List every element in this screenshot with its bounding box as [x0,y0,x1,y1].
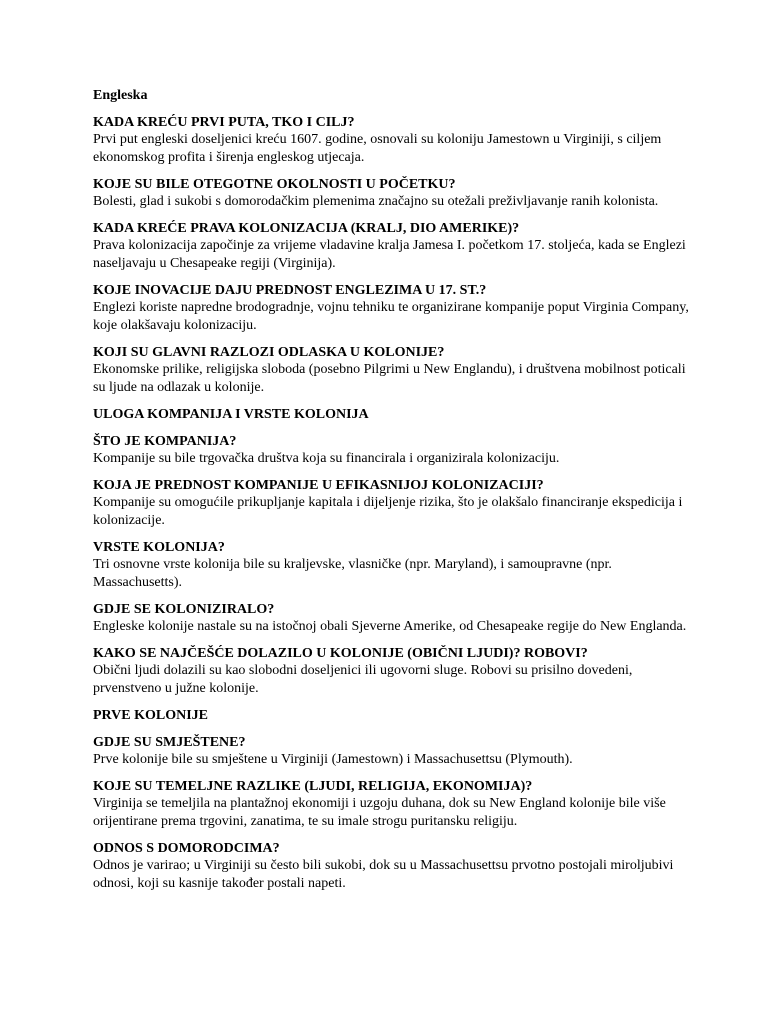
answer-text: Prve kolonije bile su smještene u Virginiji (Jamestown) i Massachusettsu (Plymouth). [93,752,573,767]
question-heading: KAKO SE NAJČEŠĆE DOLAZILO U KOLONIJE (OBIČNI LJUDI)? ROBOVI? [93,646,588,661]
qa-item [93,778,693,831]
question-heading: KOJE SU BILE OTEGOTNE OKOLNOSTI U POČETKU? [93,177,456,192]
question-heading: KADA KREĆE PRAVA KOLONIZACIJA (KRALJ, DIO AMERIKE)? [93,221,520,236]
document-page [93,87,693,902]
question-heading: ŠTO JE KOMPANIJA? [93,434,237,449]
qa-item [93,645,693,698]
answer-text: Kompanije su bile trgovačka društva koja su financirala i organizirala kolonizaciju. [93,451,560,466]
question-heading: KOJI SU GLAVNI RAZLOZI ODLASKA U KOLONIJE? [93,345,445,360]
answer-text: Prvi put engleski doseljenici kreću 1607. godine, osnovali su koloniju Jamestown u Virginiji, s ciljem ekonomskog profita i širenja engleskog utjecaja. [93,132,662,165]
section-intro [93,114,693,397]
section-heading: PRVE KOLONIJE [93,708,209,723]
answer-text: Engleske kolonije nastale su na istočnoj obali Sjeverne Amerike, od Chesapeake regije do New Englanda. [93,619,687,634]
question-heading: GDJE SE KOLONIZIRALO? [93,602,275,617]
qa-item [93,601,693,636]
answer-text: Kompanije su omogućile prikupljanje kapitala i dijeljenje rizika, što je olakšalo financiranje ekspedicija i kolonizacije. [93,495,683,528]
qa-item [93,344,693,397]
question-heading: KOJE INOVACIJE DAJU PREDNOST ENGLEZIMA U 17. ST.? [93,283,487,298]
answer-text: Tri osnovne vrste kolonija bile su kraljevske, vlasničke (npr. Maryland), i samoupravne (npr. Massachusetts). [93,557,612,590]
answer-text: Bolesti, glad i sukobi s domorodačkim plemenima značajno su otežali preživljavanje ranih kolonista. [93,194,659,209]
question-heading: GDJE SU SMJEŠTENE? [93,735,246,750]
answer-text: Englezi koriste napredne brodogradnje, vojnu tehniku te organizirane kompanije poput Virginia Company, koje olakšavaju kolonizaciju. [93,300,689,333]
section-first-colonies [93,707,693,893]
section-heading: ULOGA KOMPANIJA I VRSTE KOLONIJA [93,407,369,422]
question-heading: VRSTE KOLONIJA? [93,540,225,555]
qa-item [93,114,693,167]
qa-item [93,539,693,592]
qa-item [93,477,693,530]
answer-text: Odnos je varirao; u Virginiji su često bili sukobi, dok su u Massachusettsu prvotno postojali miroljubivi odnosi, koji su kasnije također postali napeti. [93,858,674,891]
answer-text: Virginija se temeljila na plantažnoj ekonomiji i uzgoju duhana, dok su New England kolonije bile više orijentirane prema trgovini, zanatima, te su imale strogu puritansku religiju. [93,796,666,829]
qa-item [93,220,693,273]
qa-item [93,840,693,893]
qa-item [93,176,693,211]
answer-text: Ekonomske prilike, religijska sloboda (posebno Pilgrimi u New Englandu), i društvena mobilnost poticali su ljude na odlazak u kolonije. [93,362,686,395]
answer-text: Prava kolonizacija započinje za vrijeme vladavine kralja Jamesa I. početkom 17. stoljeća, kada se Englezi naseljavaju u Chesapeake regiji (Virginija). [93,238,686,271]
question-heading: KADA KREĆU PRVI PUTA, TKO I CILJ? [93,115,355,130]
question-heading: KOJE SU TEMELJNE RAZLIKE (LJUDI, RELIGIJA, EKONOMIJA)? [93,779,533,794]
answer-text: Obični ljudi dolazili su kao slobodni doseljenici ili ugovorni sluge. Robovi su prisilno dovedeni, prvenstveno u južne kolonije. [93,663,633,696]
qa-item [93,734,693,769]
qa-item [93,282,693,335]
question-heading: KOJA JE PREDNOST KOMPANIJE U EFIKASNIJOJ KOLONIZACIJI? [93,478,544,493]
document-title: Engleska [93,88,148,103]
question-heading: ODNOS S DOMORODCIMA? [93,841,280,856]
qa-item [93,433,693,468]
section-companies [93,406,693,698]
